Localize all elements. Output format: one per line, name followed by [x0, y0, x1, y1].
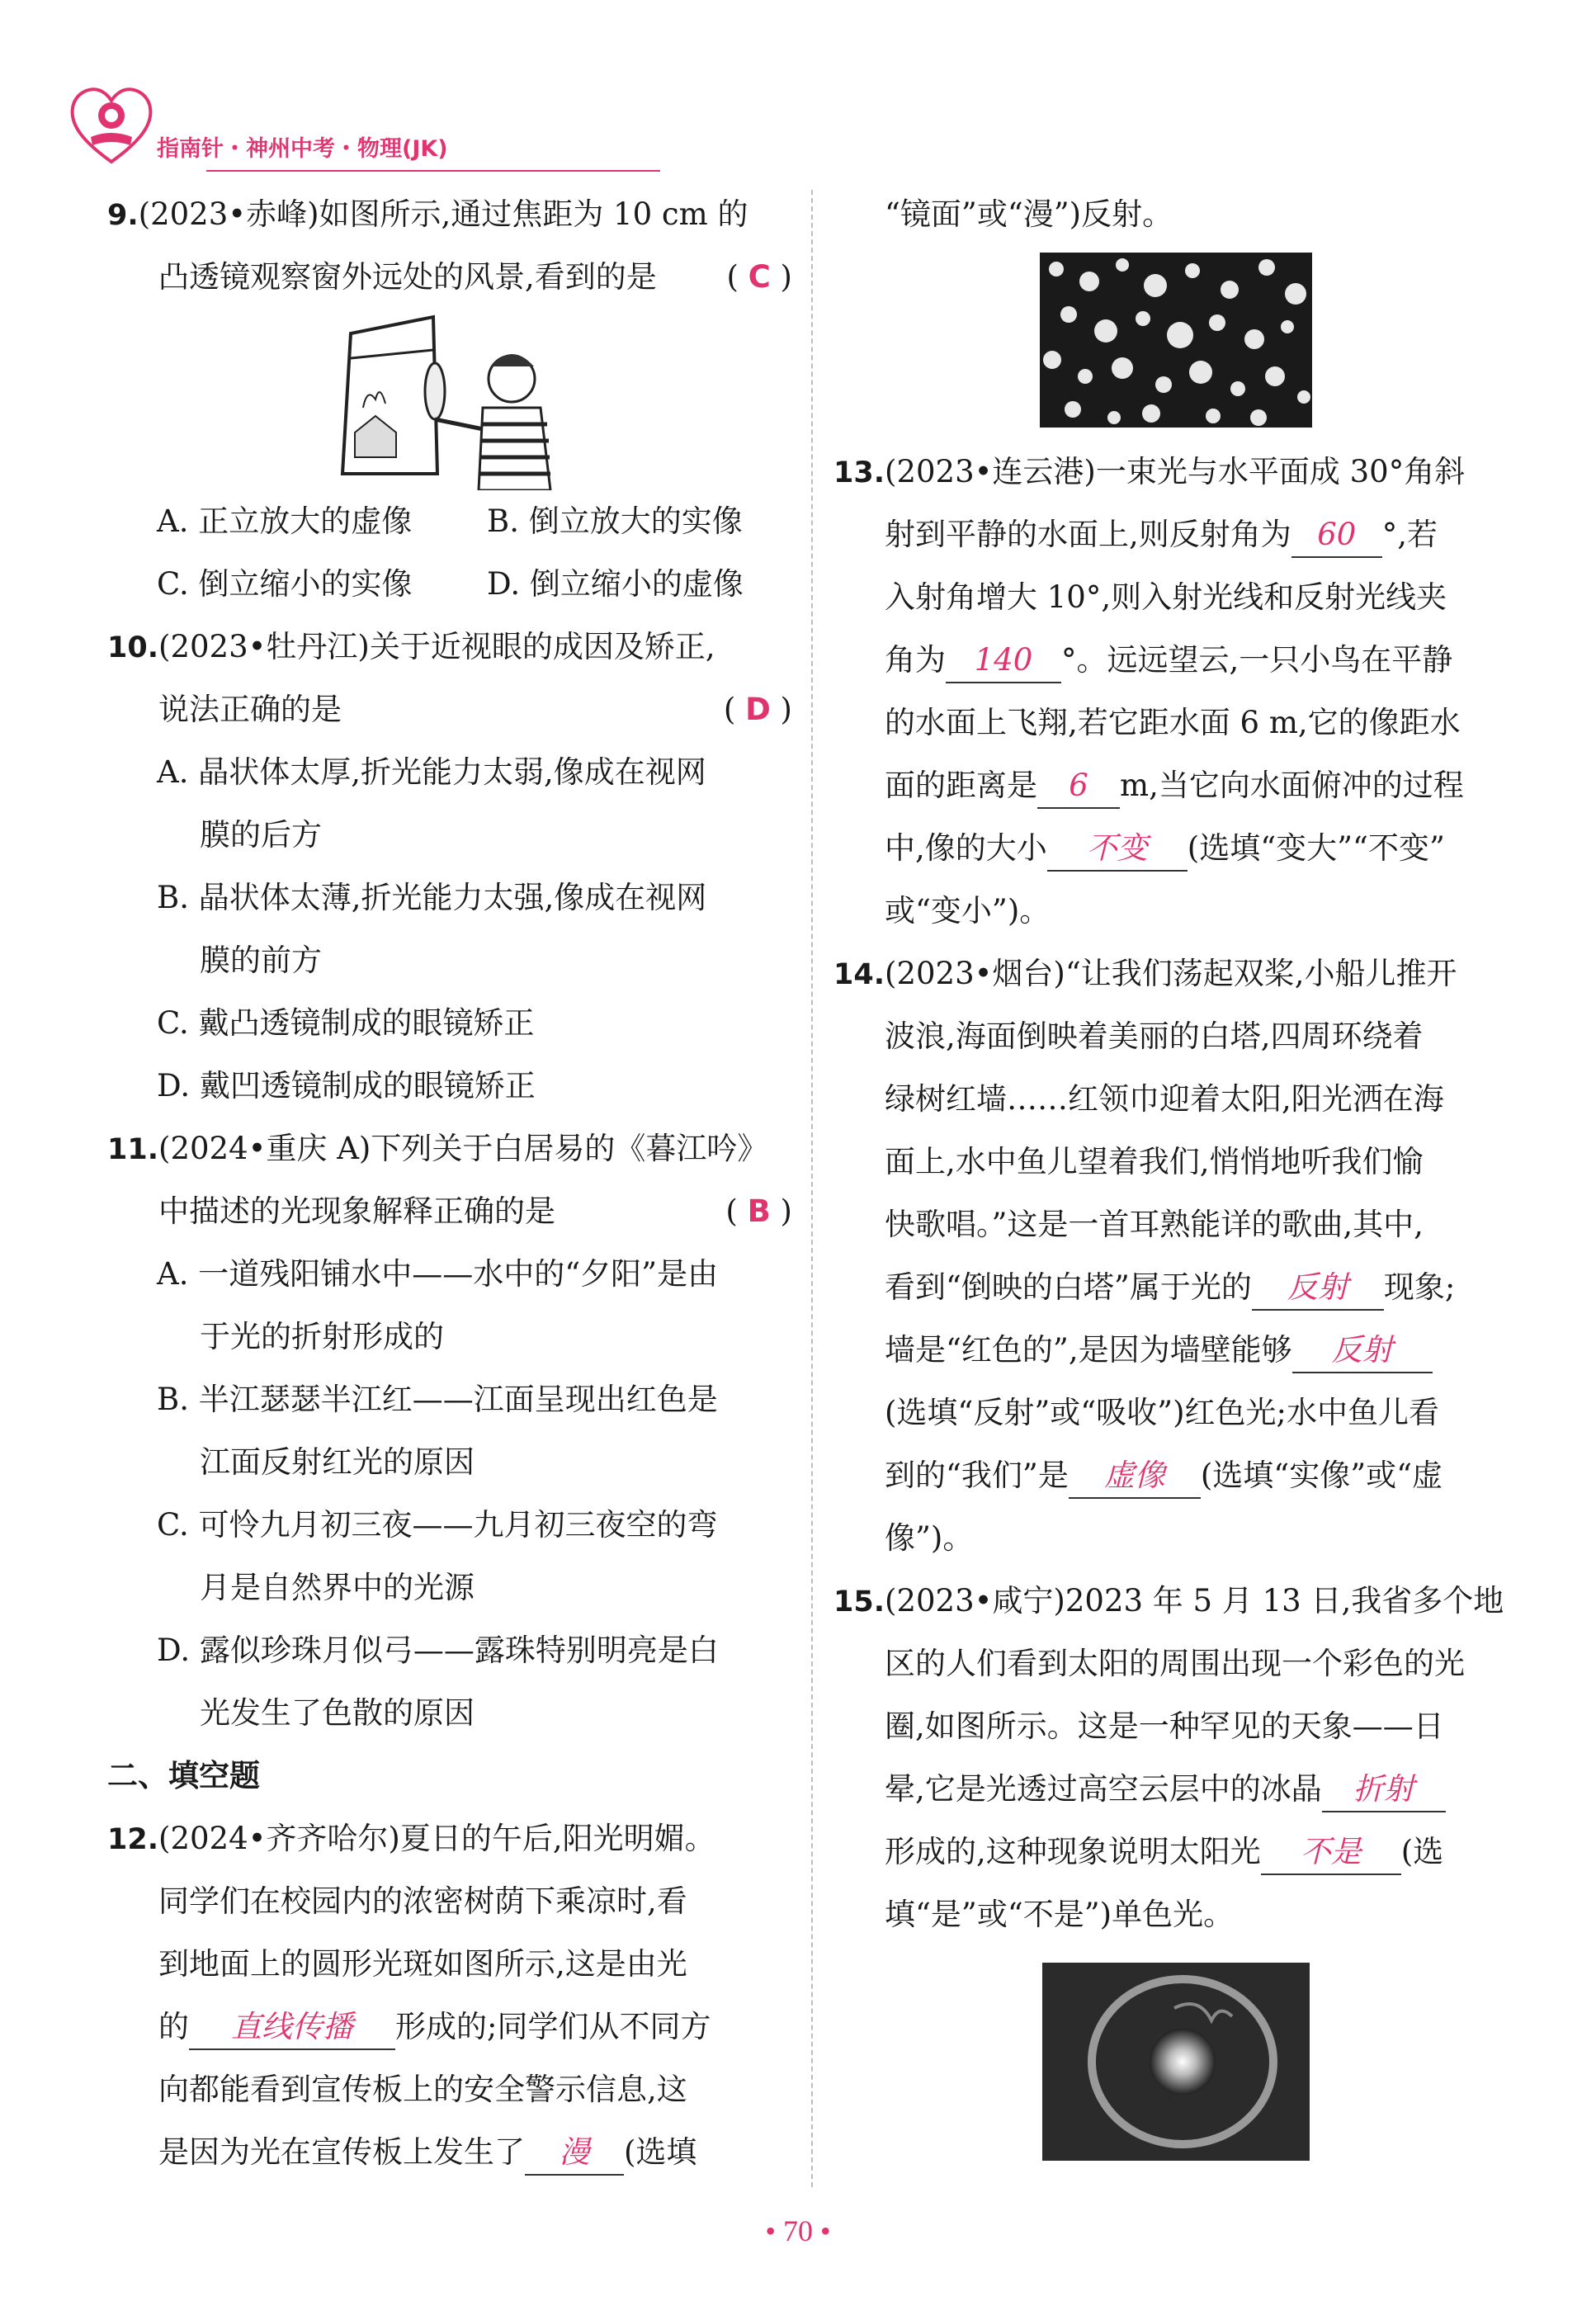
question-14: [833, 943, 1518, 1570]
option-c: C. 可怜九月初三夜——九月初三夜空的弯: [157, 1507, 718, 1543]
question-text: 的水面上飞翔,若它距水面 6 m,它的像距水: [885, 705, 1461, 740]
question-text: °,若: [1381, 517, 1438, 552]
section-title: 二、填空题: [107, 1758, 260, 1793]
option-b: B. 晶状体太薄,折光能力太强,像成在视网: [157, 880, 707, 915]
option-d: D. 露似珍珠月似弓——露珠特别明亮是白: [157, 1633, 719, 1668]
answer-paren: ( D ): [723, 692, 792, 727]
question-number: 11.: [107, 1133, 159, 1166]
question-number: 13.: [833, 456, 885, 489]
question-text: 形成的;同学们从不同方: [395, 2009, 711, 2044]
question-text: 凸透镜观察窗外远处的风景,看到的是: [158, 259, 657, 295]
lens-window-figure: [334, 309, 565, 490]
fill-blank[interactable]: 6: [1037, 764, 1120, 809]
answer-paren: ( B ): [725, 1193, 792, 1229]
page-header: [66, 79, 594, 178]
question-text: 的: [158, 2009, 189, 2044]
question-text: (选填“反射”或“吸收”)红色光;水中鱼儿看: [885, 1395, 1439, 1430]
question-text: 到地面上的圆形光斑如图所示,这是由光: [158, 1946, 687, 1982]
option-a: A. 一道残阳铺水中——水中的“夕阳”是由: [157, 1256, 719, 1292]
question-text: (选: [1400, 1834, 1444, 1869]
question-text: 现象;: [1383, 1269, 1456, 1305]
option-a: A. 晶状体太厚,折光能力太弱,像成在视网: [157, 754, 706, 790]
question-text: 关于近视眼的成因及矫正,: [369, 629, 715, 664]
page-number: • 70 •: [765, 2214, 831, 2247]
question-text: 下列关于白居易的《暮江吟》: [371, 1131, 768, 1166]
question-text: 到的“我们”是: [885, 1458, 1069, 1493]
question-text: 中描述的光现象解释正确的是: [158, 1193, 555, 1229]
question-text: 说法正确的是: [158, 692, 342, 727]
question-text: 是因为光在宣传板上发生了: [158, 2134, 525, 2170]
option-d-cont: 光发生了色散的原因: [200, 1695, 475, 1731]
right-column: [833, 183, 1518, 2161]
question-text: 面上,水中鱼儿望着我们,悄悄地听我们愉: [885, 1144, 1424, 1179]
question-text: °。远远望云,一只小鸟在平静: [1061, 642, 1453, 678]
question-text: 同学们在校园内的浓密树荫下乘凉时,看: [158, 1883, 687, 1919]
question-source: (2024•齐齐哈尔): [158, 1821, 400, 1856]
fill-blank[interactable]: 漫: [525, 2131, 624, 2176]
question-text: 形成的,这种现象说明太阳光: [885, 1834, 1261, 1869]
question-text: (选填: [624, 2134, 697, 2170]
question-13: [833, 441, 1518, 943]
option-d: D. 戴凹透镜制成的眼镜矫正: [157, 1068, 536, 1103]
option-a-cont: 于光的折射形成的: [200, 1319, 444, 1354]
fill-blank[interactable]: 不是: [1261, 1831, 1401, 1875]
question-number: 15.: [833, 1585, 885, 1618]
option-c-cont: 月是自然界中的光源: [200, 1570, 475, 1605]
question-text: “镜面”或“漫”)反射。: [885, 196, 1173, 232]
header-title: 指南针・神州中考・物理(JK): [157, 136, 448, 162]
question-text: (选填“实像”或“虚: [1200, 1458, 1443, 1493]
header-rule: [206, 170, 660, 172]
question-15: [833, 1570, 1518, 1946]
light-spots-photo: [1040, 253, 1312, 428]
question-text: (选填“变大”“不变”: [1187, 830, 1445, 866]
question-text: 2023 年 5 月 13 日,我省多个地: [1065, 1583, 1504, 1618]
question-number: 12.: [107, 1823, 159, 1856]
option-c: C. 倒立缩小的实像: [157, 566, 413, 602]
option-c: C. 戴凸透镜制成的眼镜矫正: [157, 1005, 535, 1041]
question-text: 中,像的大小: [885, 830, 1047, 866]
question-number: 9.: [107, 199, 139, 232]
fill-blank[interactable]: 60: [1291, 513, 1382, 558]
question-text: 如图所示,通过焦距为 10 cm 的: [319, 196, 748, 232]
question-source: (2023•牡丹江): [158, 629, 370, 664]
question-11: [107, 1118, 792, 1745]
question-number: 10.: [107, 631, 159, 664]
question-source: (2023•烟台): [885, 956, 1065, 991]
answer-paren: ( C ): [726, 259, 792, 295]
question-source: (2023•咸宁): [885, 1583, 1065, 1618]
option-d: D. 倒立缩小的虚像: [487, 566, 744, 602]
question-text: 夏日的午后,阳光明媚。: [399, 1821, 715, 1856]
heart-logo-icon: [66, 79, 157, 170]
question-text: 填“是”或“不是”)单色光。: [885, 1897, 1235, 1932]
question-text: 一束光与水平面成 30°角斜: [1095, 454, 1466, 489]
question-number: 14.: [833, 958, 885, 991]
question-text: 绿树红墙……红领巾迎着太阳,阳光洒在海: [885, 1081, 1444, 1117]
question-text: 入射角增大 10°,则入射光线和反射光线夹: [885, 579, 1447, 615]
left-column: [107, 183, 792, 2184]
column-divider: [811, 190, 813, 2187]
question-text: 看到“倒映的白塔”属于光的: [885, 1269, 1252, 1305]
question-text: 或“变小”)。: [885, 893, 1051, 929]
option-a-cont: 膜的后方: [200, 817, 322, 853]
question-12: [107, 1807, 792, 2184]
question-text: 墙是“红色的”,是因为墙壁能够: [885, 1332, 1292, 1368]
question-source: (2023•赤峰): [138, 196, 319, 232]
fill-blank[interactable]: 直线传播: [189, 2006, 395, 2050]
sun-halo-photo: [1042, 1963, 1310, 2161]
fill-blank[interactable]: 折射: [1322, 1768, 1446, 1812]
option-b-cont: 膜的前方: [200, 943, 322, 978]
option-b: B. 半江瑟瑟半江红——江面呈现出红色是: [157, 1382, 718, 1417]
question-text: 像”)。: [885, 1520, 974, 1556]
question-text: 面的距离是: [885, 768, 1037, 803]
question-text: 圈,如图所示。这是一种罕见的天象——日: [885, 1708, 1444, 1744]
question-text: 射到平静的水面上,则反射角为: [885, 517, 1291, 552]
answer-choice: D: [745, 692, 771, 727]
fill-blank[interactable]: 不变: [1047, 827, 1188, 872]
question-text: 区的人们看到太阳的周围出现一个彩色的光: [885, 1646, 1465, 1681]
question-text: 波浪,海面倒映着美丽的白塔,四周环绕着: [885, 1018, 1424, 1054]
question-source: (2024•重庆 A): [158, 1131, 371, 1166]
fill-blank[interactable]: 虚像: [1069, 1454, 1201, 1499]
option-b-cont: 江面反射红光的原因: [200, 1444, 475, 1480]
fill-blank[interactable]: 反射: [1292, 1329, 1433, 1373]
fill-blank[interactable]: 140: [946, 639, 1061, 683]
question-text: 晕,它是光透过高空云层中的冰晶: [885, 1771, 1322, 1807]
question-source: (2023•连云港): [885, 454, 1096, 489]
option-b: B. 倒立放大的实像: [487, 503, 743, 539]
answer-choice: C: [748, 259, 771, 295]
question-text: 向都能看到宣传板上的安全警示信息,这: [158, 2072, 687, 2107]
question-text: “让我们荡起双桨,小船儿推开: [1065, 956, 1457, 991]
question-text: 快歌唱。”这是一首耳熟能详的歌曲,其中,: [885, 1207, 1424, 1242]
question-10: [107, 616, 792, 1118]
question-text: 角为: [885, 642, 946, 678]
option-a: A. 正立放大的虚像: [157, 503, 413, 539]
fill-blank[interactable]: 反射: [1252, 1266, 1384, 1311]
question-text: m,当它向水面俯冲的过程: [1120, 768, 1464, 803]
answer-choice: B: [747, 1193, 771, 1229]
question-9: [107, 183, 792, 616]
